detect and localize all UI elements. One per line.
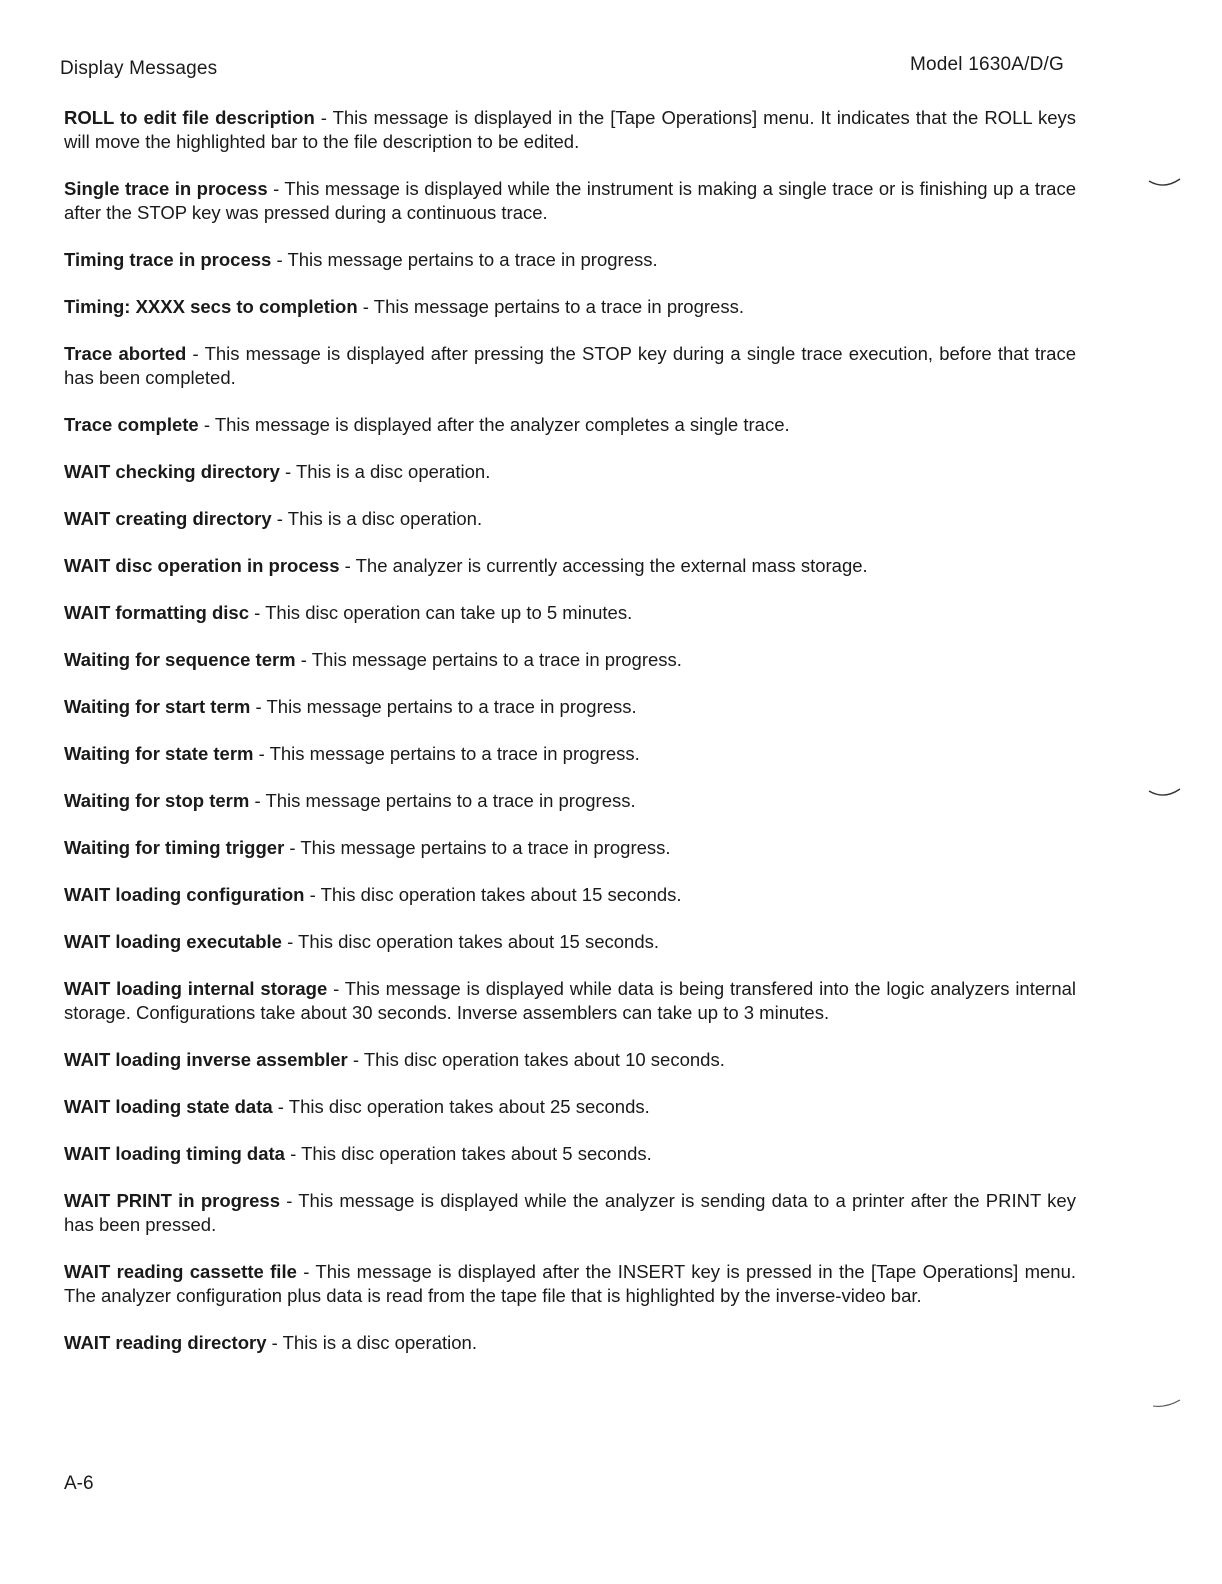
message-entry	[64, 836, 1076, 860]
message-term: WAIT PRINT in progress	[64, 1190, 280, 1211]
message-entry	[64, 1260, 1076, 1308]
message-description: This disc operation takes about 15 seconds.	[320, 884, 682, 905]
message-term: WAIT checking directory	[64, 461, 280, 482]
message-entry	[64, 413, 1076, 437]
message-separator: -	[186, 343, 205, 364]
message-description: This is a disc operation.	[282, 1332, 477, 1353]
message-term: Waiting for stop term	[64, 790, 250, 811]
message-separator: -	[253, 743, 270, 764]
message-description: This message pertains to a trace in progress.	[287, 249, 658, 270]
message-separator: -	[295, 649, 312, 670]
message-separator: -	[314, 107, 333, 128]
message-description: This message pertains to a trace in progress.	[373, 296, 744, 317]
message-separator: -	[271, 249, 288, 270]
message-description: This message is displayed while the instrument is making a single trace or is finishing up a trace after the STOP key was pressed during a continuous trace.	[64, 178, 1076, 223]
message-entry	[64, 342, 1076, 390]
message-term: Waiting for state term	[64, 743, 254, 764]
message-term: ROLL to edit file description	[64, 107, 315, 128]
message-description: This message pertains to a trace in progress.	[266, 696, 637, 717]
message-entry	[64, 601, 1076, 625]
message-description: This message is displayed after pressing the STOP key during a single trace execution, before that trace has been completed.	[64, 343, 1077, 388]
message-term: WAIT loading state data	[64, 1096, 273, 1117]
message-entry	[64, 1048, 1076, 1072]
message-entry	[64, 1142, 1076, 1166]
message-description: This is a disc operation.	[296, 461, 491, 482]
message-entry	[64, 648, 1076, 672]
message-separator: -	[249, 790, 266, 811]
message-term: WAIT loading inverse assembler	[64, 1049, 348, 1070]
message-separator: -	[296, 1261, 316, 1282]
message-entry	[64, 789, 1076, 813]
message-term: WAIT formatting disc	[64, 602, 249, 623]
message-description: This message is displayed after the INSERT key is pressed in the [Tape Operations] menu. The analyzer configuration plus data is read from the tape file that is highlighted by the inverse-video bar.	[64, 1261, 1077, 1306]
message-description: This message is displayed while data is being transfered into the logic analyzers internal storage. Configurations take about 30 seconds. Inverse assemblers can take up to 3 minutes.	[64, 978, 1077, 1023]
message-term: Timing: XXXX secs to completion	[64, 296, 358, 317]
message-description: The analyzer is currently accessing the external mass storage.	[355, 555, 868, 576]
message-separator: -	[339, 555, 356, 576]
page-number: A-6	[64, 1473, 94, 1494]
margin-mark-top	[1148, 178, 1182, 190]
message-term: WAIT disc operation in process	[64, 555, 340, 576]
message-entry	[64, 106, 1076, 154]
message-separator: -	[249, 602, 266, 623]
message-entry	[64, 883, 1076, 907]
message-separator: -	[284, 837, 301, 858]
message-description: This message pertains to a trace in progress.	[300, 837, 671, 858]
message-term: WAIT reading cassette file	[64, 1261, 297, 1282]
message-term: WAIT reading directory	[64, 1332, 267, 1353]
message-description: This message is displayed while the analyzer is sending data to a printer after the PRINT key has been pressed.	[64, 1190, 1076, 1235]
message-term: Waiting for sequence term	[64, 649, 296, 670]
message-term: Trace aborted	[64, 343, 187, 364]
message-description: This message pertains to a trace in progress.	[265, 790, 636, 811]
message-entry	[64, 460, 1076, 484]
page-header-left: Display Messages	[60, 58, 218, 79]
message-term: Waiting for start term	[64, 696, 251, 717]
message-term: Trace complete	[64, 414, 199, 435]
message-entry	[64, 977, 1076, 1025]
message-separator: -	[284, 1143, 302, 1164]
message-entry	[64, 248, 1076, 272]
message-term: WAIT loading configuration	[64, 884, 305, 905]
message-separator: -	[250, 696, 267, 717]
message-term: WAIT loading timing data	[64, 1143, 285, 1164]
message-separator: -	[198, 414, 215, 435]
message-description: This message pertains to a trace in progress.	[269, 743, 640, 764]
message-term: Single trace in process	[64, 178, 268, 199]
message-separator: -	[281, 931, 299, 952]
message-separator: -	[347, 1049, 364, 1070]
message-separator: -	[266, 1332, 283, 1353]
message-separator: -	[357, 296, 374, 317]
message-separator: -	[272, 1096, 289, 1117]
message-description: This message pertains to a trace in progress.	[311, 649, 682, 670]
message-entry	[64, 1331, 1076, 1355]
margin-mark-bottom	[1152, 1398, 1186, 1410]
message-entry	[64, 1095, 1076, 1119]
message-description: This disc operation takes about 10 seconds.	[363, 1049, 725, 1070]
message-description: This message is displayed in the [Tape Operations] menu. It indicates that the ROLL keys will move the highlighted bar to the file description to be edited.	[64, 107, 1076, 152]
message-description: This message is displayed after the analyzer completes a single trace.	[214, 414, 790, 435]
margin-mark-middle	[1148, 788, 1182, 800]
message-entry	[64, 177, 1076, 225]
message-separator: -	[271, 508, 288, 529]
message-term: WAIT loading internal storage	[64, 978, 328, 999]
message-list	[64, 106, 1076, 1378]
message-separator: -	[304, 884, 321, 905]
message-description: This disc operation takes about 25 seconds.	[288, 1096, 650, 1117]
message-description: This disc operation takes about 15 seconds.	[298, 931, 660, 952]
message-entry	[64, 1189, 1076, 1237]
message-entry	[64, 554, 1076, 578]
message-entry	[64, 507, 1076, 531]
message-separator: -	[327, 978, 345, 999]
message-term: Waiting for timing trigger	[64, 837, 285, 858]
message-description: This disc operation takes about 5 seconds.	[301, 1143, 652, 1164]
message-entry	[64, 930, 1076, 954]
message-term: Timing trace in process	[64, 249, 272, 270]
message-entry	[64, 295, 1076, 319]
page-header-right: Model 1630A/D/G	[909, 54, 1064, 75]
message-term: WAIT creating directory	[64, 508, 272, 529]
message-description: This is a disc operation.	[287, 508, 483, 529]
message-separator: -	[279, 1190, 299, 1211]
message-separator: -	[279, 461, 296, 482]
message-description: This disc operation can take up to 5 minutes.	[265, 602, 633, 623]
message-entry	[64, 695, 1076, 719]
message-term: WAIT loading executable	[64, 931, 282, 952]
message-separator: -	[267, 178, 285, 199]
message-entry	[64, 742, 1076, 766]
